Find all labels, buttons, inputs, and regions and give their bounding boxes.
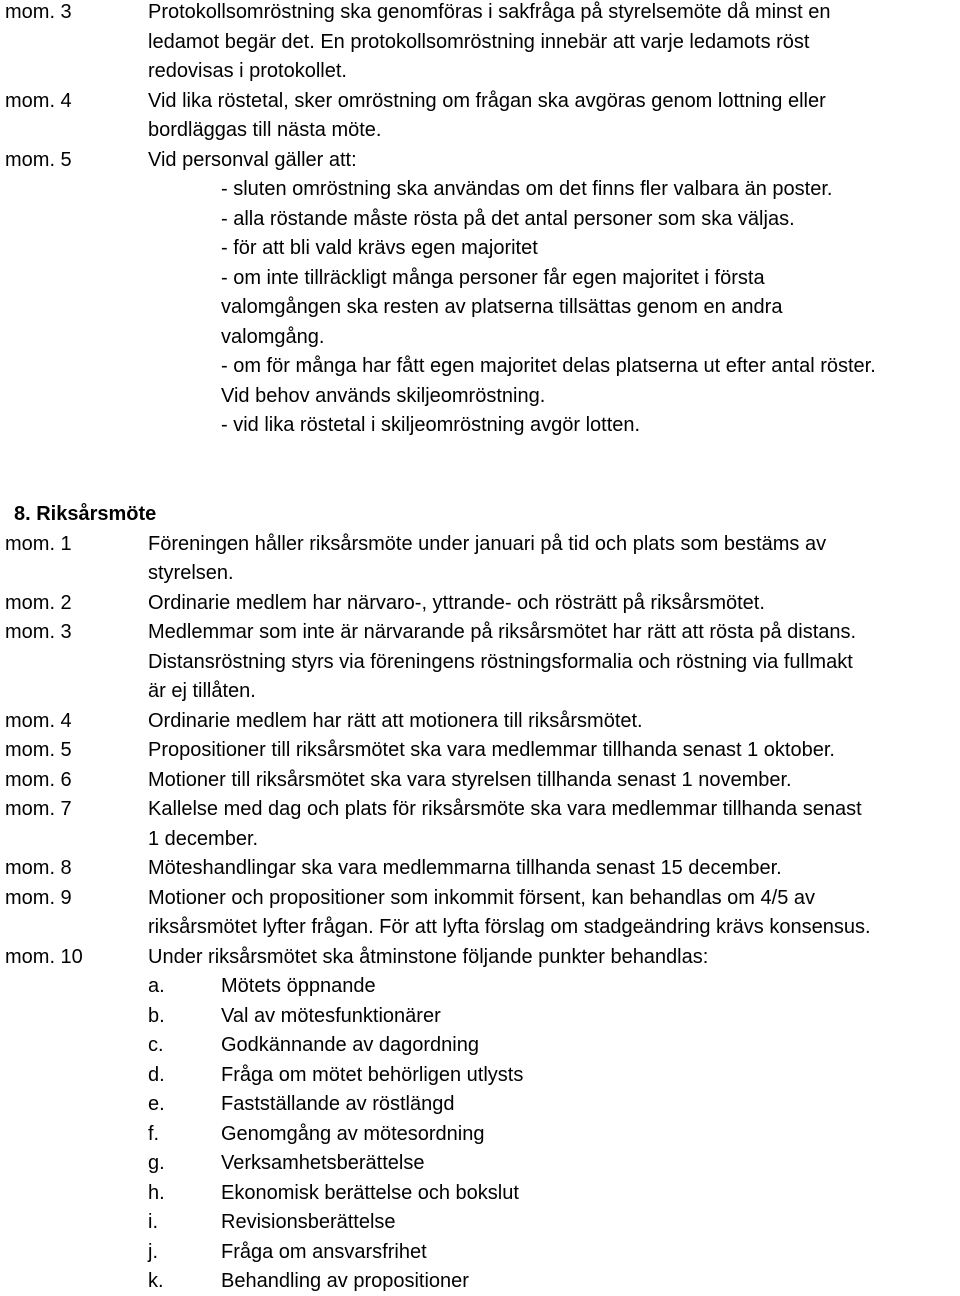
moment-label: mom. 1 <box>5 533 72 555</box>
agenda-letter: e. <box>148 1093 165 1115</box>
agenda-item: Godkännande av dagordning <box>221 1034 479 1056</box>
paragraph-line: riksårsmötet lyfter frågan. För att lyfta förslag om stadgeändring krävs konsensus. <box>148 916 871 938</box>
rule-line: - om för många har fått egen majoritet delas platserna ut efter antal röster. <box>221 355 876 377</box>
agenda-letter: g. <box>148 1152 165 1174</box>
rule-line: Vid behov används skiljeomröstning. <box>221 385 546 407</box>
agenda-item: Ekonomisk berättelse och bokslut <box>221 1182 519 1204</box>
paragraph-line: Protokollsomröstning ska genomföras i sakfråga på styrelsemöte då minst en <box>148 1 831 23</box>
moment-label: mom. 10 <box>5 946 83 968</box>
paragraph-line: Under riksårsmötet ska åtminstone följande punkter behandlas: <box>148 946 709 968</box>
paragraph-line: Ordinarie medlem har närvaro-, yttrande- och rösträtt på riksårsmötet. <box>148 592 765 614</box>
agenda-item: Fråga om ansvarsfrihet <box>221 1241 427 1263</box>
agenda-letter: a. <box>148 975 165 997</box>
moment-label: mom. 6 <box>5 769 72 791</box>
paragraph-line: Propositioner till riksårsmötet ska vara medlemmar tillhanda senast 1 oktober. <box>148 739 835 761</box>
paragraph-line: Distansröstning styrs via föreningens röstningsformalia och röstning via fullmakt <box>148 651 853 673</box>
rule-line: - för att bli vald krävs egen majoritet <box>221 237 538 259</box>
agenda-item: Val av mötesfunktionärer <box>221 1005 441 1027</box>
paragraph-line: bordläggas till nästa möte. <box>148 119 382 141</box>
paragraph-line: Vid lika röstetal, sker omröstning om frågan ska avgöras genom lottning eller <box>148 90 826 112</box>
agenda-item: Behandling av propositioner <box>221 1270 469 1292</box>
paragraph-line: Ordinarie medlem har rätt att motionera till riksårsmötet. <box>148 710 643 732</box>
moment-label: mom. 8 <box>5 857 72 879</box>
rule-line: - vid lika röstetal i skiljeomröstning avgör lotten. <box>221 414 641 436</box>
paragraph-line: Föreningen håller riksårsmöte under januari på tid och plats som bestäms av <box>148 533 827 555</box>
agenda-letter: j. <box>148 1241 158 1263</box>
paragraph-line: Vid personval gäller att: <box>148 149 357 171</box>
agenda-letter: c. <box>148 1034 164 1056</box>
agenda-letter: h. <box>148 1182 165 1204</box>
agenda-letter: k. <box>148 1270 164 1292</box>
rule-line: - alla röstande måste rösta på det antal personer som ska väljas. <box>221 208 795 230</box>
paragraph-line: styrelsen. <box>148 562 234 584</box>
paragraph-line: Medlemmar som inte är närvarande på riksårsmötet har rätt att rösta på distans. <box>148 621 857 643</box>
moment-label: mom. 9 <box>5 887 72 909</box>
moment-label: mom. 4 <box>5 710 72 732</box>
moment-label: mom. 2 <box>5 592 72 614</box>
moment-label: mom. 4 <box>5 90 72 112</box>
paragraph-line: Möteshandlingar ska vara medlemmarna tillhanda senast 15 december. <box>148 857 782 879</box>
agenda-letter: b. <box>148 1005 165 1027</box>
agenda-item: Verksamhetsberättelse <box>221 1152 425 1174</box>
agenda-letter: i. <box>148 1211 158 1233</box>
paragraph-line: är ej tillåten. <box>148 680 256 702</box>
moment-label: mom. 3 <box>5 1 72 23</box>
paragraph-line: Motioner till riksårsmötet ska vara styrelsen tillhanda senast 1 november. <box>148 769 792 791</box>
paragraph-line: redovisas i protokollet. <box>148 60 347 82</box>
rule-line: - om inte tillräckligt många personer får egen majoritet i första <box>221 267 765 289</box>
agenda-item: Mötets öppnande <box>221 975 376 997</box>
moment-label: mom. 5 <box>5 149 72 171</box>
paragraph-line: ledamot begär det. En protokollsomröstning innebär att varje ledamots röst <box>148 31 810 53</box>
agenda-letter: d. <box>148 1064 165 1086</box>
agenda-item: Fråga om mötet behörligen utlysts <box>221 1064 524 1086</box>
moment-label: mom. 3 <box>5 621 72 643</box>
paragraph-line: Kallelse med dag och plats för riksårsmöte ska vara medlemmar tillhanda senast <box>148 798 862 820</box>
moment-label: mom. 5 <box>5 739 72 761</box>
rule-line: - sluten omröstning ska användas om det finns fler valbara än poster. <box>221 178 833 200</box>
rule-line: valomgång. <box>221 326 325 348</box>
moment-label: mom. 7 <box>5 798 72 820</box>
section-heading: 8. Riksårsmöte <box>14 503 157 525</box>
agenda-item: Revisionsberättelse <box>221 1211 396 1233</box>
agenda-item: Genomgång av mötesordning <box>221 1123 485 1145</box>
paragraph-line: 1 december. <box>148 828 259 850</box>
agenda-letter: f. <box>148 1123 160 1145</box>
agenda-item: Fastställande av röstlängd <box>221 1093 455 1115</box>
rule-line: valomgången ska resten av platserna tillsättas genom en andra <box>221 296 783 318</box>
paragraph-line: Motioner och propositioner som inkommit försent, kan behandlas om 4/5 av <box>148 887 816 909</box>
